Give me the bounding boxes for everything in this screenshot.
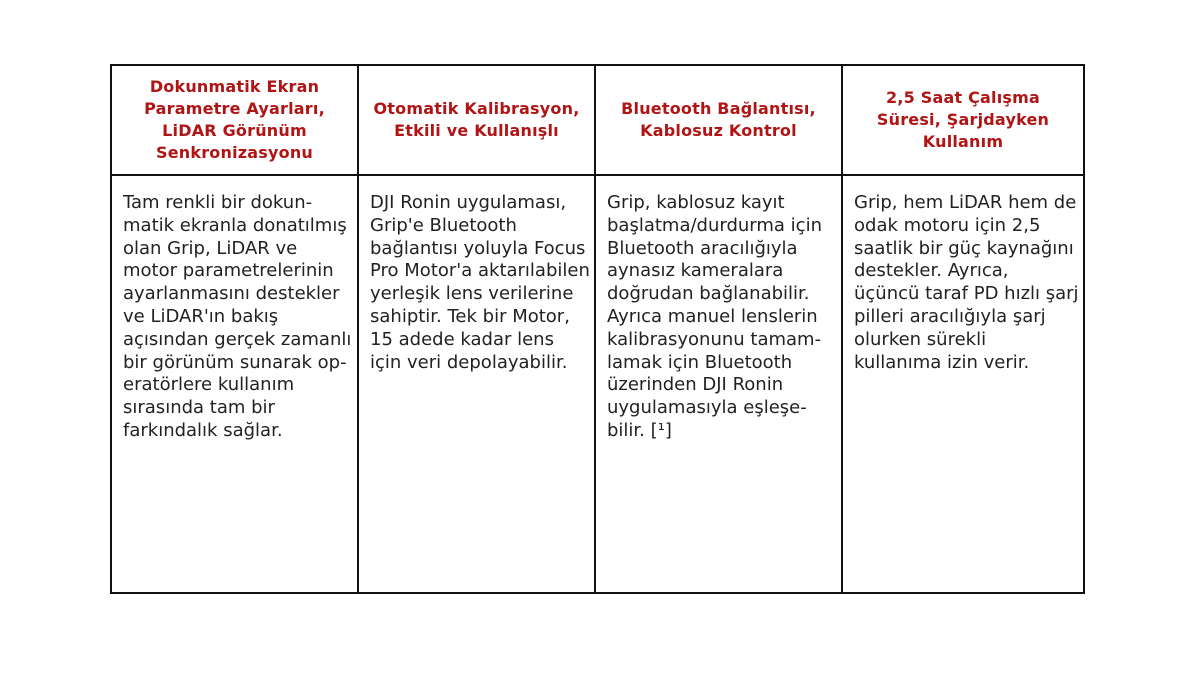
- header-auto-calibration: [358, 65, 595, 175]
- header-battery-runtime: [842, 65, 1084, 175]
- body-text: Grip, kablosuz kayıt başlatma/durdurma için Bluetooth aracılığıyla aynasız kameralara doğrudan bağlanabilir. Ayrıca manuel lenslerin kalibrasyonunu tamamlamak için Bluetooth üzerinden DJI Ronin uygulamasıyla eşleşebilir. [¹]: [607, 192, 822, 441]
- body-text: Grip, hem LiDAR hem de odak motoru için 2,5 saatlik bir güç kaynağını destekler. Ayrıca, üçüncü taraf PD hızlı şarj pilleri aracılığıyla şarj olurken sürekli kullanıma izin verir.: [854, 192, 1079, 373]
- body-bluetooth-connection: [595, 175, 842, 593]
- body-touchscreen-settings: [111, 175, 358, 593]
- body-row: [111, 175, 1084, 593]
- body-text: Tam renkli bir dokunmatik ekranla donatılmış olan Grip, LiDAR ve motor parametrelerinin ayarlanmasını destekler ve LiDAR'ın bakış açısından gerçek zamanlı bir görünüm sunarak operatörlere kullanım sırasında tam bir farkındalık sağlar.: [123, 192, 352, 441]
- header-bluetooth-connection: [595, 65, 842, 175]
- header-text: Bluetooth Bağlantısı, Kablosuz Kontrol: [621, 99, 816, 140]
- header-text: 2,5 Saat Çalışma Süresi, Şarjdayken Kullanım: [876, 88, 1050, 151]
- body-text: DJI Ronin uygulaması, Grip'e Bluetooth bağlantısı yoluyla Focus Pro Motor'a aktarılabilen yerleşik lens verilerine sahiptir. Tek bir Motor, 15 adede kadar lens için veri depolayabilir.: [370, 192, 590, 373]
- header-text: Otomatik Kalibrasyon, Etkili ve Kullanışlı: [373, 99, 580, 140]
- feature-table: [110, 64, 1085, 594]
- body-auto-calibration: [358, 175, 595, 593]
- header-touchscreen-settings: [111, 65, 358, 175]
- header-text: Dokunmatik Ekran Parametre Ayarları, LiDAR Görünüm Senkronizasyonu: [144, 77, 325, 162]
- body-battery-runtime: [842, 175, 1084, 593]
- header-row: [111, 65, 1084, 175]
